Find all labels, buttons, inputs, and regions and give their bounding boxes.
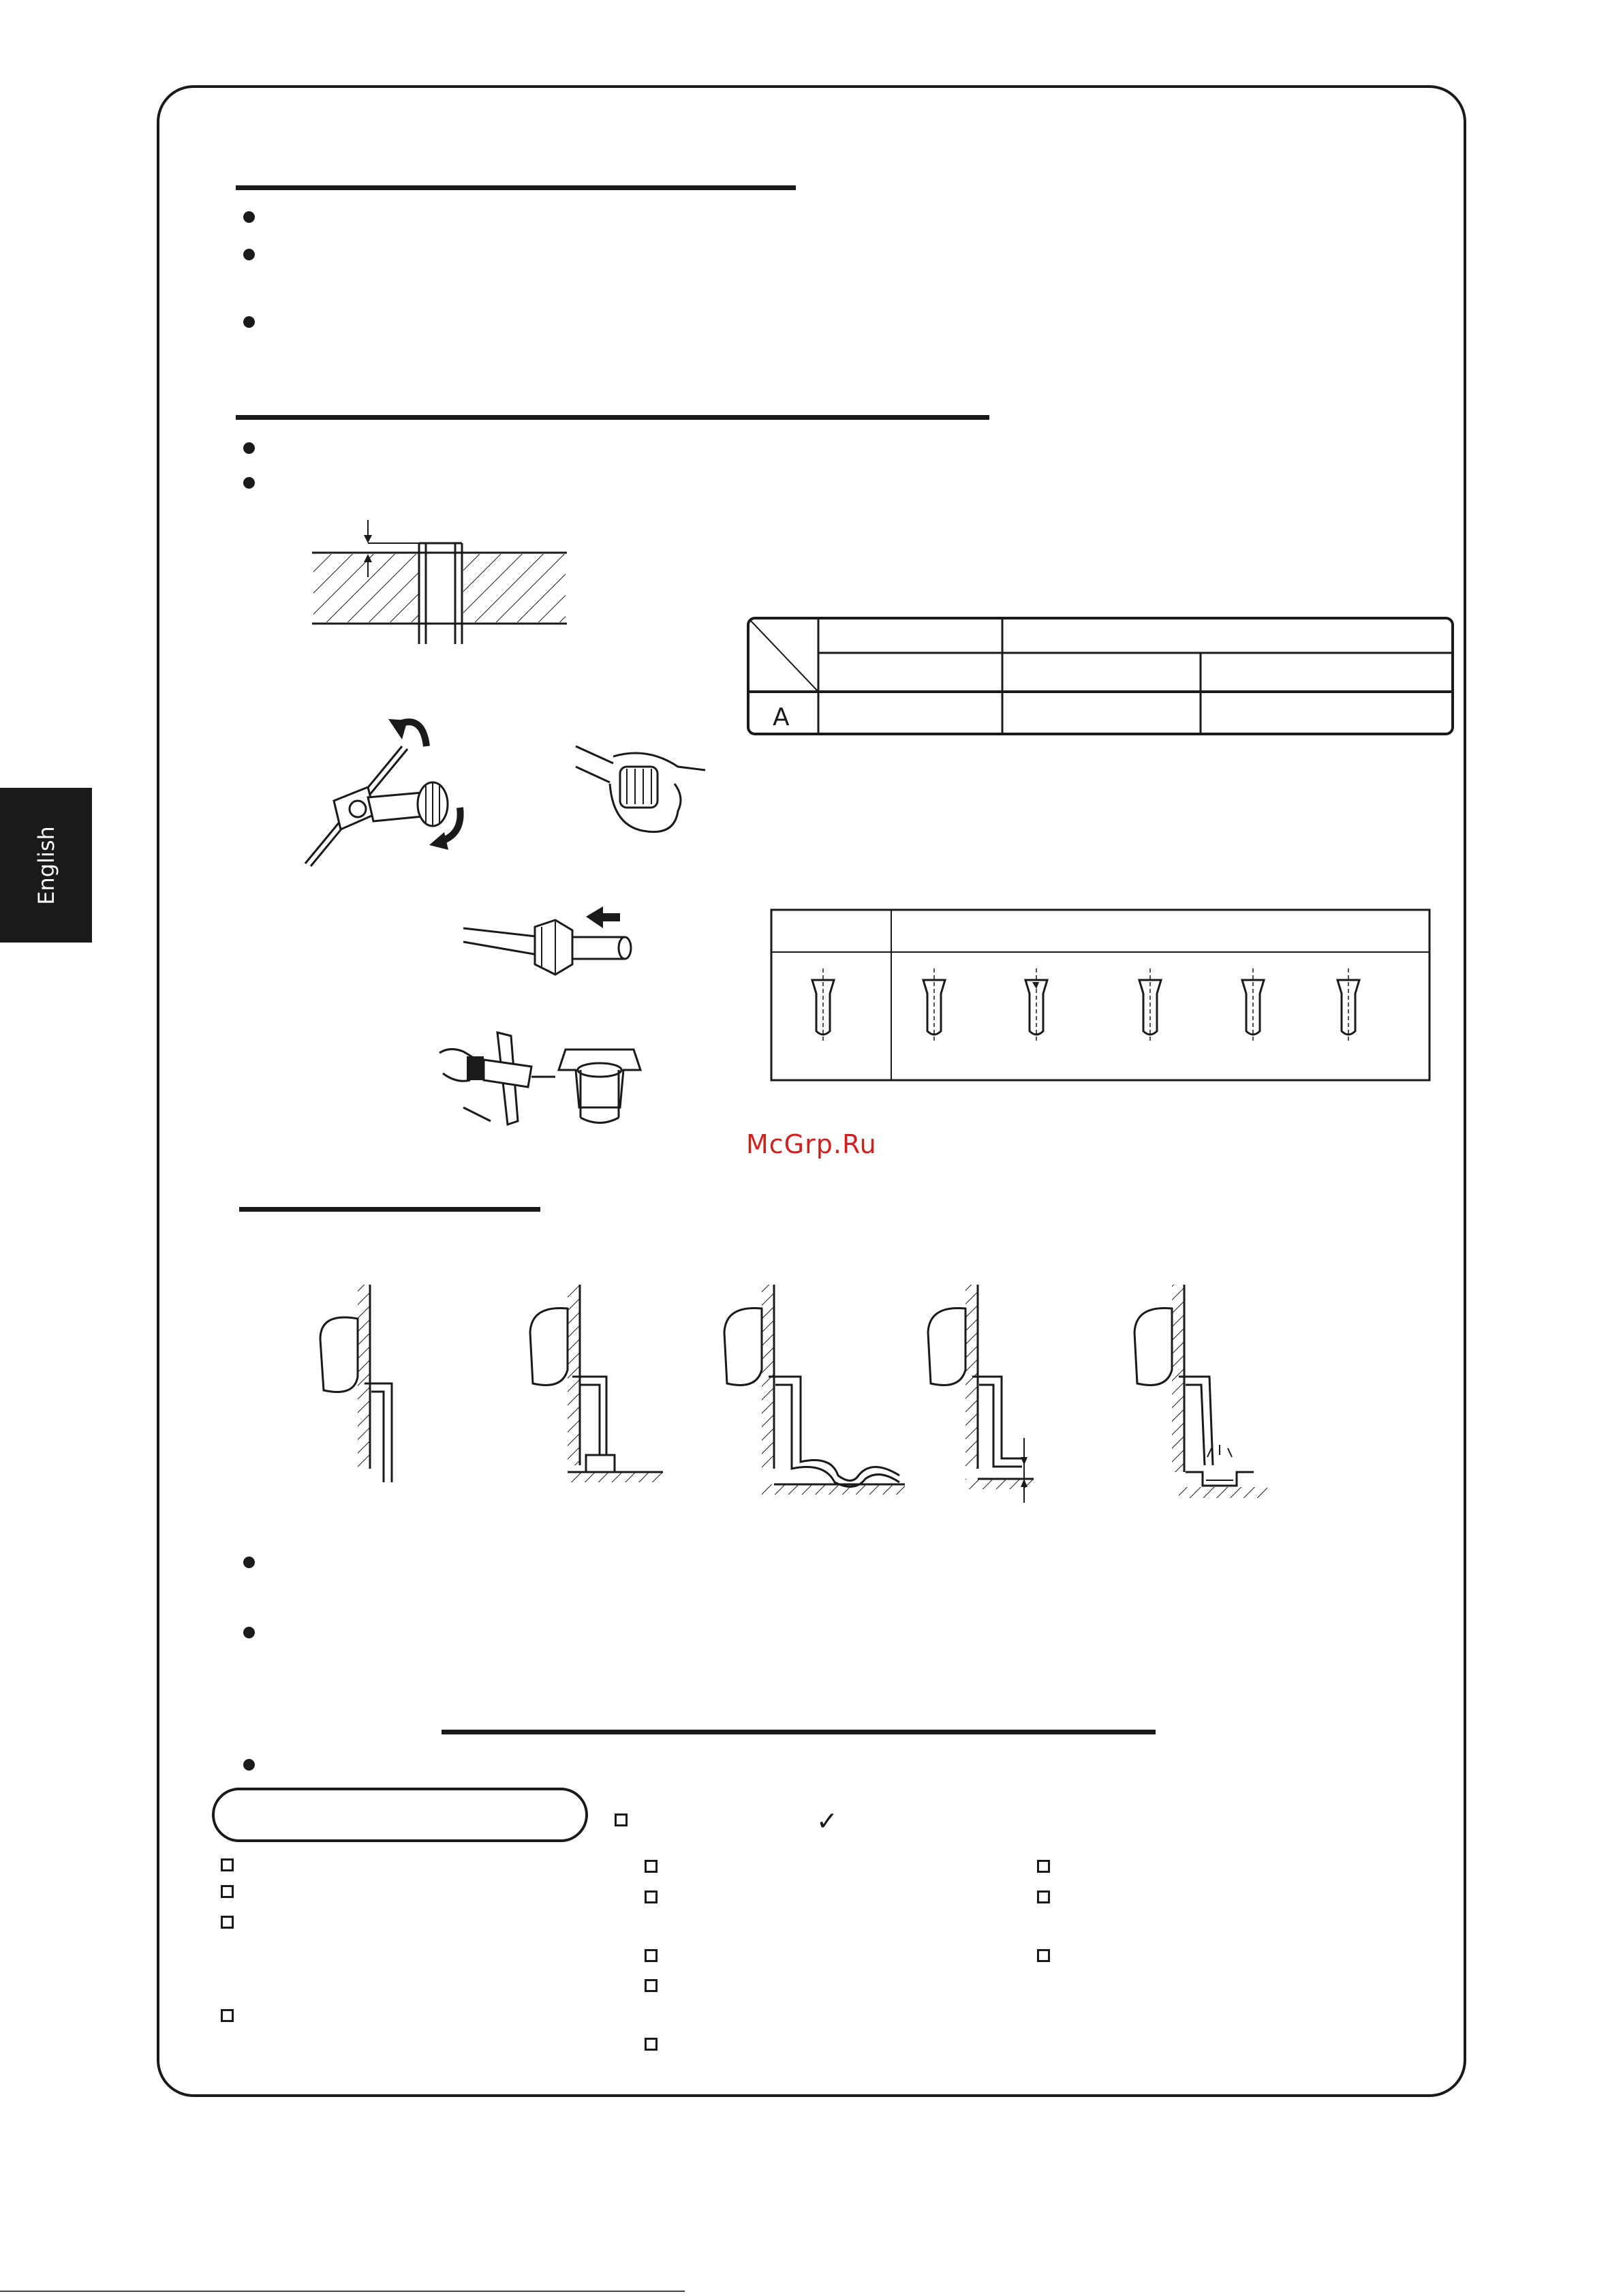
- checkbox[interactable]: [221, 1885, 234, 1898]
- flare-sample-4: [1242, 968, 1264, 1041]
- bullet: [243, 1557, 255, 1568]
- flare-sample-1: [923, 968, 945, 1041]
- drain-hose-examples: [300, 1281, 1295, 1506]
- checkbox[interactable]: [221, 1858, 234, 1871]
- checkbox[interactable]: [615, 1813, 628, 1826]
- section-2-heading-rule: [236, 415, 989, 420]
- section-1-heading-rule: [236, 185, 796, 190]
- hand-holding-nut-illustration: [572, 736, 709, 852]
- section-4-heading-rule: [442, 1730, 1156, 1734]
- checkbox[interactable]: [645, 1891, 658, 1903]
- bullet: [243, 1759, 255, 1771]
- pipe-cutter-illustration: [293, 712, 497, 872]
- bullet: [243, 442, 255, 454]
- bullet: [243, 249, 255, 260]
- flare-sample-correct: [812, 968, 834, 1041]
- checkbox[interactable]: [645, 1949, 658, 1962]
- checklist-header-pill: [212, 1788, 588, 1842]
- language-tab: [0, 788, 92, 943]
- flare-shape-samples: [770, 908, 1431, 1082]
- flare-sample-2: [1025, 968, 1047, 1041]
- pipe-end-cross-section-illustration: [307, 515, 579, 651]
- table-row-label: A: [773, 703, 790, 731]
- drain-example-3: [724, 1285, 905, 1495]
- insert-nut-on-pipe-illustration: [460, 900, 644, 988]
- checkbox[interactable]: [221, 2009, 234, 2022]
- checkbox[interactable]: [1037, 1860, 1050, 1873]
- bottom-edge-line: [0, 2291, 685, 2292]
- checkmark-icon: ✓: [816, 1806, 838, 1836]
- bullet: [243, 477, 255, 489]
- drain-example-1: [320, 1285, 392, 1482]
- checkbox[interactable]: [1037, 1949, 1050, 1962]
- flare-sample-3: [1139, 968, 1161, 1041]
- checkbox[interactable]: [645, 2038, 658, 2051]
- drain-example-5: [1134, 1285, 1267, 1498]
- section-3-heading-rule: [239, 1207, 540, 1212]
- flare-sample-5: [1338, 968, 1359, 1041]
- bullet: [243, 316, 255, 328]
- language-tab-label: English: [33, 825, 59, 905]
- flare-dimension-table: [747, 617, 1455, 739]
- bullet: [243, 211, 255, 223]
- checkbox[interactable]: [221, 1916, 234, 1929]
- drain-example-2: [530, 1285, 663, 1482]
- checkbox[interactable]: [1037, 1891, 1050, 1903]
- bullet: [243, 1627, 255, 1638]
- checkbox[interactable]: [645, 1979, 658, 1992]
- watermark: McGrp.Ru: [746, 1129, 877, 1159]
- drain-example-4: [928, 1285, 1034, 1503]
- flaring-tool-illustration: [436, 1019, 647, 1128]
- checkbox[interactable]: [645, 1860, 658, 1873]
